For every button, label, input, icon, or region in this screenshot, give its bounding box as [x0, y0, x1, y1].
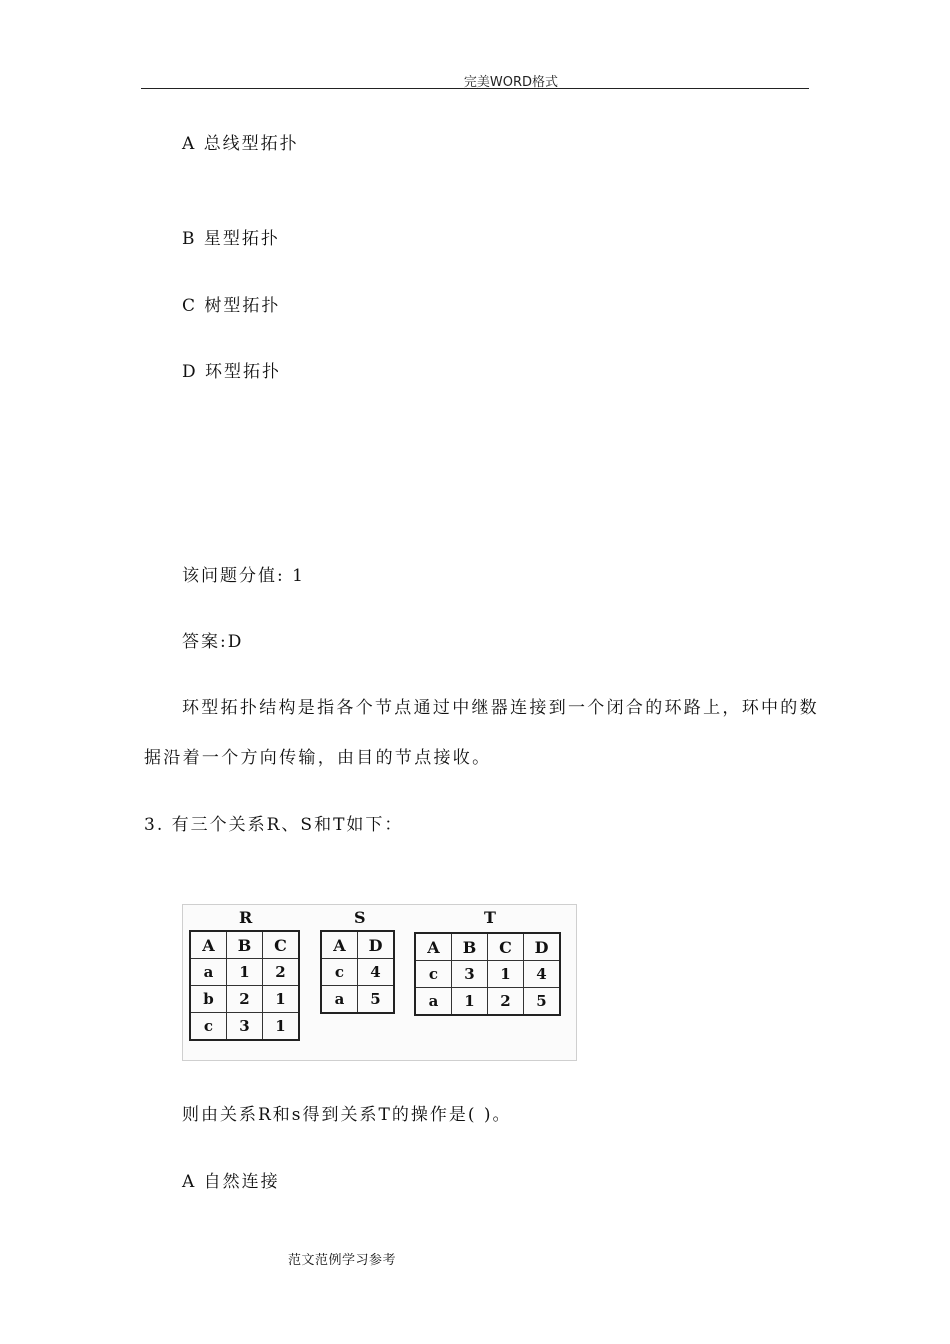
table-cell: a	[321, 986, 358, 1014]
header-rule	[141, 88, 809, 89]
option-letter: D	[182, 362, 198, 382]
table-row	[415, 961, 560, 988]
table-cell: D	[358, 931, 395, 959]
table-cell: 1	[227, 959, 263, 986]
explanation-line-2: 据沿着一个方向传输，由目的节点接收。	[144, 748, 492, 768]
table-r	[189, 930, 300, 1041]
table-r-title: R	[239, 908, 253, 927]
table-cell: 1	[263, 1013, 300, 1041]
option-a	[182, 129, 299, 154]
table-row	[190, 959, 299, 986]
relations-figure	[182, 904, 577, 1061]
score-label: 该问题分值: 1	[182, 566, 305, 586]
table-row	[415, 933, 560, 961]
table-row	[190, 1013, 299, 1041]
table-cell: A	[321, 931, 358, 959]
table-t	[414, 932, 561, 1016]
option-c	[182, 291, 280, 316]
table-row	[321, 931, 394, 959]
table-cell: a	[415, 988, 452, 1016]
table-cell: 4	[524, 961, 561, 988]
table-cell: A	[190, 931, 227, 959]
table-row	[190, 931, 299, 959]
page-header: 完美WORD格式	[463, 75, 559, 90]
table-cell: b	[190, 986, 227, 1013]
option-d	[182, 357, 281, 382]
table-cell: A	[415, 933, 452, 961]
question-3-option-a: A 自然连接	[182, 1172, 280, 1192]
table-cell: B	[227, 931, 263, 959]
explanation-line-1: 环型拓扑结构是指各个节点通过中继器连接到一个闭合的环路上，环中的数	[182, 698, 819, 718]
question-3-stem: 3. 有三个关系R、S和T如下：	[144, 815, 404, 835]
table-t-title: T	[484, 908, 496, 927]
answer-label: 答案:D	[182, 632, 244, 652]
option-b	[182, 224, 280, 249]
table-cell: 1	[452, 988, 488, 1016]
table-cell: B	[452, 933, 488, 961]
option-text: 星型拓扑	[203, 229, 280, 249]
option-text: 树型拓扑	[204, 296, 281, 316]
question-3-prompt: 则由关系R和s得到关系T的操作是( )。	[182, 1105, 512, 1125]
table-cell: c	[321, 959, 358, 986]
table-cell: 2	[263, 959, 300, 986]
table-cell: C	[488, 933, 524, 961]
table-cell: a	[190, 959, 227, 986]
table-cell: 5	[524, 988, 561, 1016]
option-letter: A	[182, 134, 197, 154]
table-cell: 5	[358, 986, 395, 1014]
option-text: 环型拓扑	[205, 362, 282, 382]
option-text: 总线型拓扑	[203, 134, 299, 154]
table-cell: 2	[488, 988, 524, 1016]
table-row	[321, 986, 394, 1014]
table-cell: c	[190, 1013, 227, 1041]
table-cell: 3	[452, 961, 488, 988]
table-s-title: S	[354, 908, 366, 927]
table-cell: D	[524, 933, 561, 961]
table-s	[320, 930, 395, 1014]
table-cell: c	[415, 961, 452, 988]
table-row	[415, 988, 560, 1016]
table-cell: 1	[263, 986, 300, 1013]
table-cell: 1	[488, 961, 524, 988]
table-cell: 4	[358, 959, 395, 986]
table-cell: C	[263, 931, 300, 959]
option-letter: C	[182, 296, 198, 316]
option-letter: B	[182, 229, 197, 249]
table-row	[190, 986, 299, 1013]
table-cell: 2	[227, 986, 263, 1013]
table-cell: 3	[227, 1013, 263, 1041]
page-footer: 范文范例学习参考	[288, 1253, 397, 1268]
table-row	[321, 959, 394, 986]
